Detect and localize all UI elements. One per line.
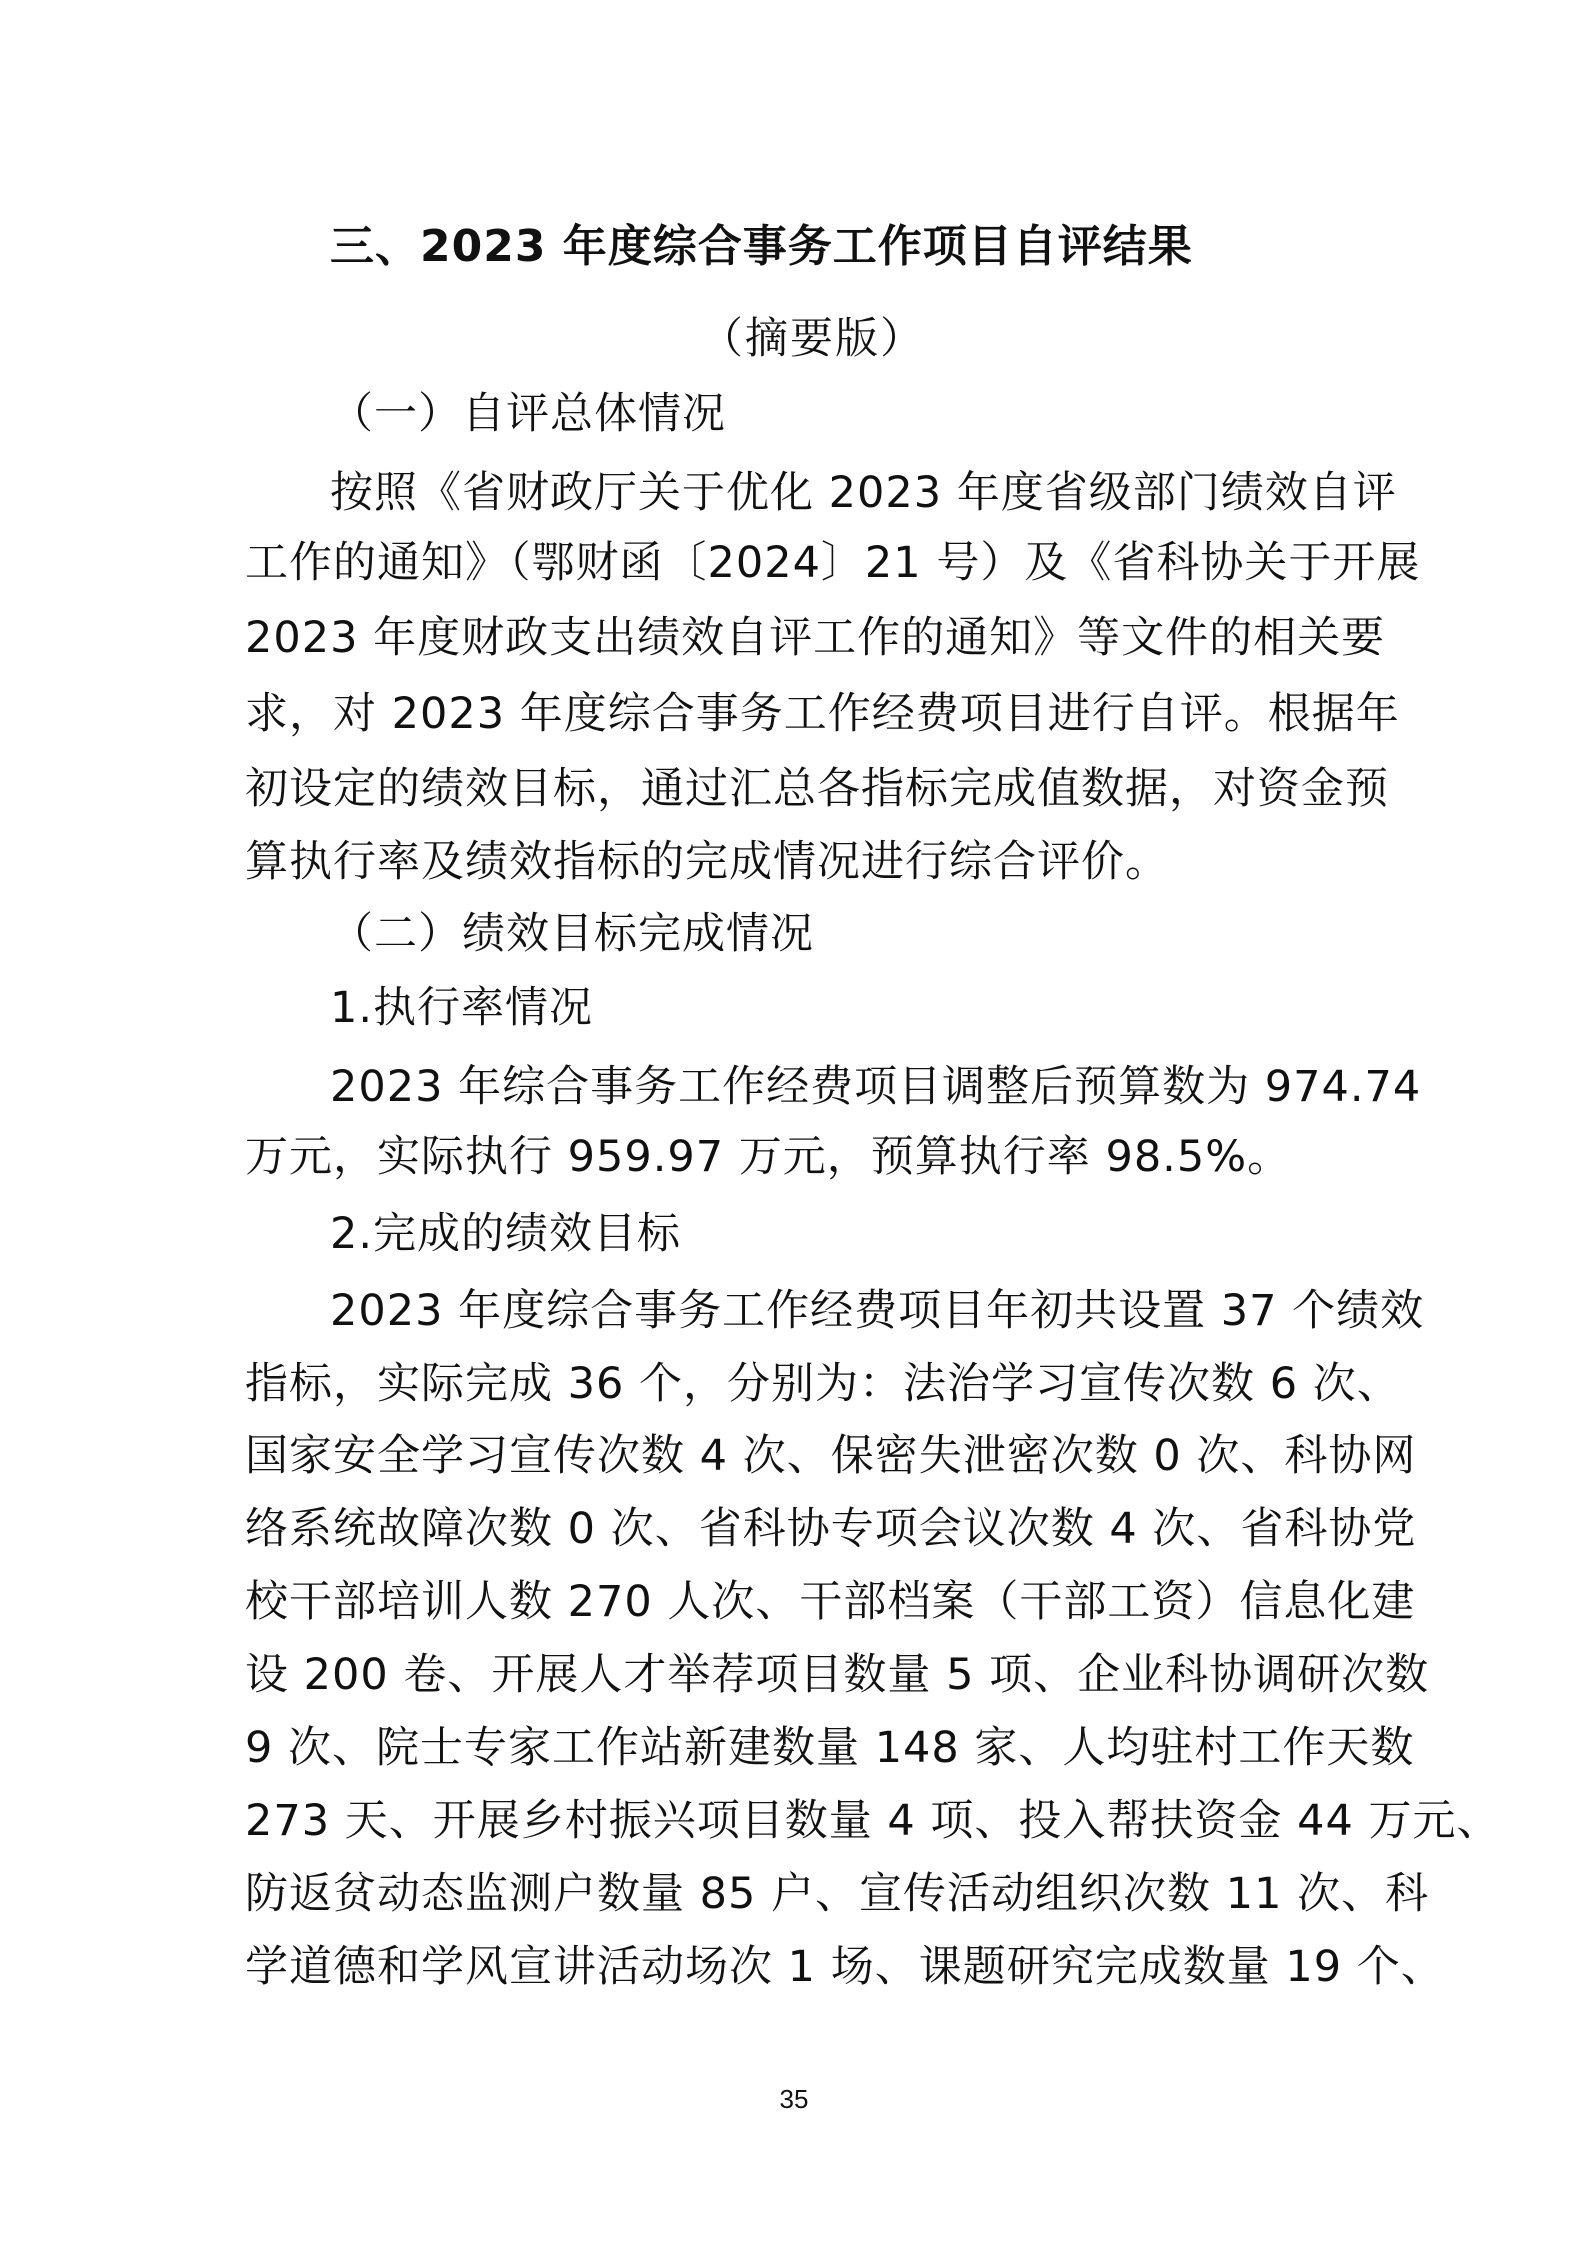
sub2-heading: 2.完成的绩效目标 — [330, 1209, 682, 1259]
section1-line-6: 算执行率及绩效指标的完成情况进行综合评价。 — [245, 837, 1169, 887]
section1-line-3: 2023 年度财政支出绩效自评工作的通知》等文件的相关要 — [245, 613, 1386, 663]
sub2-line-2: 指标，实际完成 36 个，分别为：法治学习宣传次数 6 次、 — [245, 1359, 1401, 1409]
sub2-line-9: 防返贫动态监测户数量 85 户、宣传活动组织次数 11 次、科 — [245, 1869, 1430, 1919]
sub2-line-7: 9 次、院士专家工作站新建数量 148 家、人均驻村工作天数 — [245, 1723, 1415, 1773]
sub2-line-6: 设 200 卷、开展人才举荐项目数量 5 项、企业科协调研次数 — [245, 1650, 1430, 1700]
section2-heading: （二）绩效目标完成情况 — [330, 909, 814, 959]
sub2-line-1: 2023 年度综合事务工作经费项目年初共设置 37 个绩效 — [330, 1286, 1425, 1336]
sub2-line-4: 络系统故障次数 0 次、省科协专项会议次数 4 次、省科协党 — [245, 1504, 1417, 1554]
section1-line-5: 初设定的绩效目标，通过汇总各指标完成值数据，对资金预 — [245, 764, 1389, 814]
sub2-line-3: 国家安全学习宣传次数 4 次、保密失泄密次数 0 次、科协网 — [245, 1431, 1417, 1481]
document-title: 三、2023 年度综合事务工作项目自评结果 — [330, 221, 1193, 272]
sub2-line-5: 校干部培训人数 270 人次、干部档案（干部工资）信息化建 — [245, 1577, 1416, 1627]
section1-heading: （一）自评总体情况 — [330, 389, 726, 439]
sub1-line-2: 万元，实际执行 959.97 万元，预算执行率 98.5%。 — [245, 1132, 1292, 1182]
section1-line-4: 求，对 2023 年度综合事务工作经费项目进行自评。根据年 — [245, 689, 1400, 739]
sub2-line-8: 273 天、开展乡村振兴项目数量 4 项、投入帮扶资金 44 万元、 — [245, 1796, 1501, 1846]
page-number: 35 — [779, 2084, 809, 2114]
sub1-heading: 1.执行率情况 — [330, 983, 594, 1033]
section1-line-1: 按照《省财政厅关于优化 2023 年度省级部门绩效自评 — [330, 468, 1397, 518]
sub1-line-1: 2023 年综合事务工作经费项目调整后预算数为 974.74 — [330, 1062, 1422, 1112]
document-subtitle: （摘要版） — [700, 314, 925, 364]
section1-line-2: 工作的通知》（鄂财函〔2024〕21 号）及《省科协关于开展 — [245, 538, 1421, 588]
sub2-line-10: 学道德和学风宣讲活动场次 1 场、课题研究完成数量 19 个、 — [245, 1942, 1445, 1992]
